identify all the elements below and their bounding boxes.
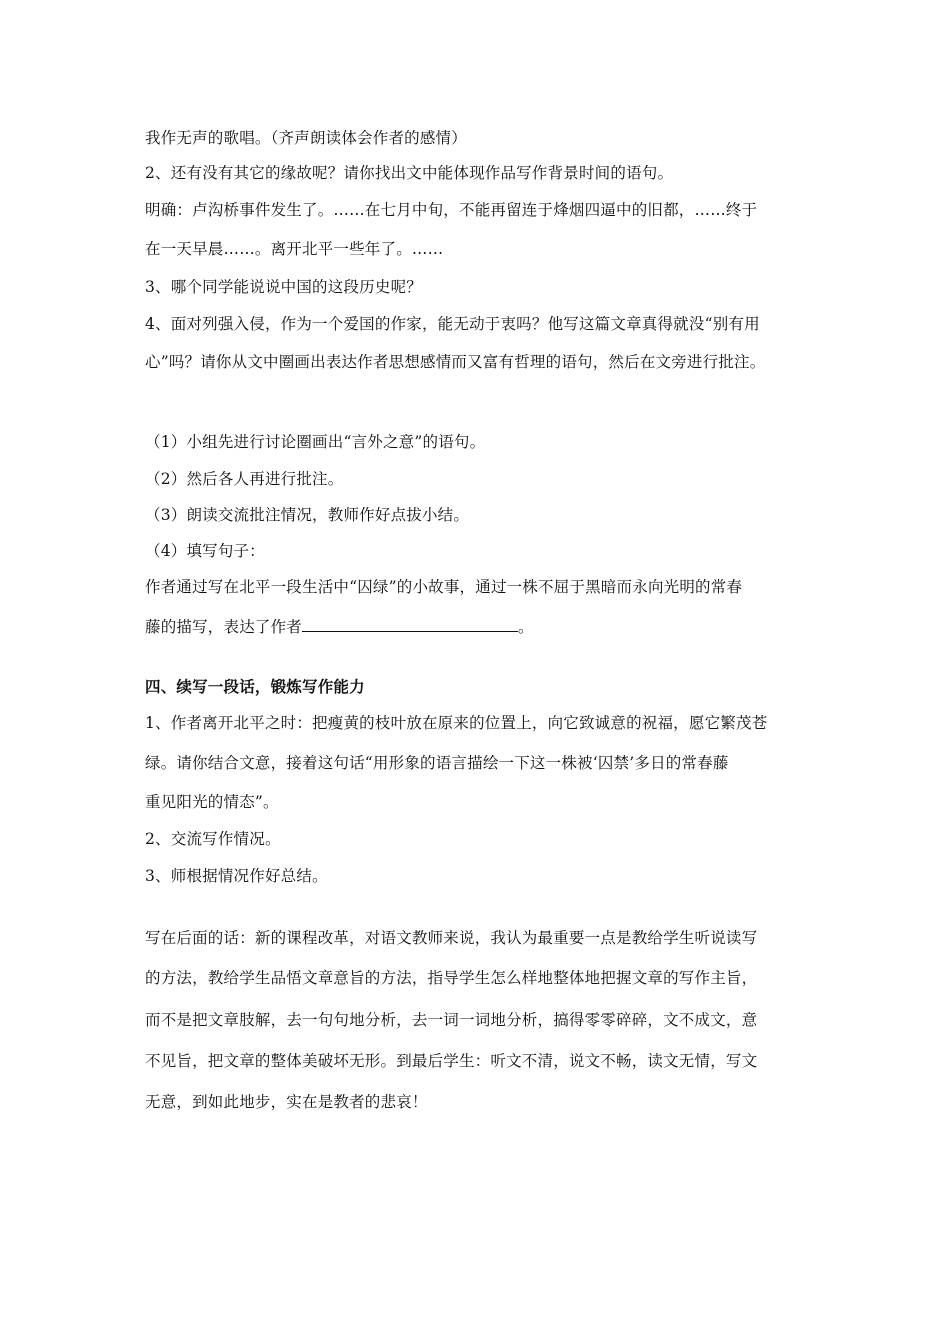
answer-line-1: 明确：卢沟桥事件发生了。……在七月中旬，不能再留连于烽烟四逼中的旧都，……终于 [145, 201, 758, 219]
fill-sentence-line-2 [145, 617, 534, 637]
step-2: （2）然后各人再进行批注。 [145, 470, 344, 488]
task-1-line-1: 1、作者离开北平之时：把瘦黄的枝叶放在原来的位置上，向它致诚意的祝福，愿它繁茂苍 [145, 714, 768, 732]
fill-sentence-suffix: 。 [518, 618, 534, 636]
question-4-line-2: 心”吗？请你从文中圈画出表达作者思想感情而又富有哲理的语句，然后在文旁进行批注。 [145, 353, 766, 371]
question-4-line-1: 4、面对列强入侵，作为一个爱国的作家，能无动于衷吗？他写这篇文章真得就没“别有用 [145, 315, 760, 333]
afterword-line-4: 不见旨，把文章的整体美破坏无形。到最后学生：听文不清，说文不畅，读文无情，写文 [145, 1052, 758, 1070]
answer-line-2: 在一天早晨……。离开北平一些年了。…… [145, 240, 444, 258]
fill-in-blank [302, 617, 518, 632]
question-3: 3、哪个同学能说说中国的这段历史呢？ [145, 278, 422, 296]
task-2: 2、交流写作情况。 [145, 830, 281, 848]
step-4: （4）填写句子： [145, 542, 265, 560]
step-3: （3）朗读交流批注情况，教师作好点拔小结。 [145, 506, 470, 524]
afterword-line-2: 的方法，教给学生品悟文章意旨的方法，指导学生怎么样地整体地把握文章的写作主旨， [145, 969, 758, 987]
afterword-line-5: 无意，到如此地步，实在是教者的悲哀！ [145, 1093, 428, 1111]
step-1: （1）小组先进行讨论圈画出“言外之意”的语句。 [145, 433, 486, 451]
task-3: 3、师根据情况作好总结。 [145, 867, 328, 885]
fill-sentence-line-1: 作者通过写在北平一段生活中“囚绿”的小故事，通过一株不屈于黑暗而永向光明的常春 [145, 578, 743, 596]
afterword-line-1: 写在后面的话：新的课程改革，对语文教师来说，我认为最重要一点是教给学生听说读写 [145, 929, 758, 947]
section-heading-4: 四、续写一段话，锻炼写作能力 [145, 677, 365, 696]
text-line: 我作无声的歌唱。（齐声朗读体会作者的感情） [145, 129, 467, 147]
afterword-line-3: 而不是把文章肢解，去一句句地分析，去一词一词地分析，搞得零零碎碎，文不成文，意 [145, 1011, 758, 1029]
question-2: 2、还有没有其它的缘故呢？请你找出文中能体现作品写作背景时间的语句。 [145, 164, 674, 182]
fill-sentence-prefix: 藤的描写，表达了作者 [145, 618, 303, 636]
task-1-line-3: 重见阳光的情态”。 [145, 793, 279, 811]
task-1-line-2: 绿。请你结合文意，接着这句话“用形象的语言描绘一下这一株被‘囚禁’多日的常春藤 [145, 754, 729, 772]
